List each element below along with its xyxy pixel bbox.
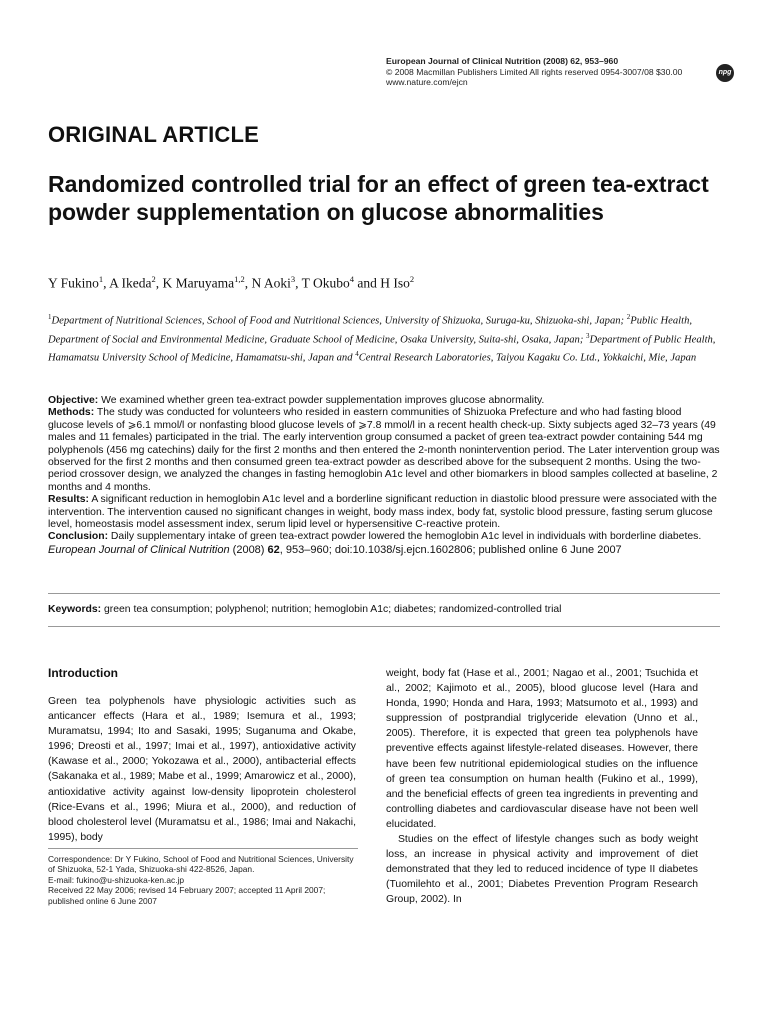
abstract-methods: Methods: The study was conducted for volunteers who resided in eastern communities of Shizuoka Prefecture and who had fasting blood glucose levels of ⩾6.1 mmol/l or nonfasting blood glucose levels of ⩾7.8 mmol/l in a recent health check-up. Sixty subjects aged 32–73 years (49 males and 11 females) participated in the trial. The early intervention group consumed a packet of green tea-extract powder containing 544 mg polyphenols (456 mg catechins) daily for the first 2 months and then entered the 2-month nonintervention period. The Later intervention group was observed for the first 2 months and then consumed green tea-extract powder as described above for the subsequent 2 months. Using the two-period crossover design, we analyzed the changes in fasting hemoglobin A1c level and other biomarkers in blood samples collected at baseline, 2 months and 4 months. [48,407,720,493]
divider [48,593,720,594]
author: A Ikeda [109,275,152,291]
intro-right-column [386,666,698,908]
article-title: Randomized controlled trial for an effect of green tea-extract powder supplementation on glucose abnormalities [48,171,709,225]
intro-paragraph: Studies on the effect of lifestyle changes such as body weight loss, an increase in physical activity and improvement of diet demonstrated that they led to reduced incidence of type II diabetes (Tuomilehto et al., 2001; Diabetes Prevention Program Research Group, 2002). In [386,834,698,906]
intro-paragraph: Green tea polyphenols have physiologic activities such as anticancer effects (Hara et al., 1989; Isemura et al., 1993; Muramatsu, 1994; Ito and Sasaki, 1995; Suganuma and Okabe, 1996; Dreosti et al., 1997; Imai et al., 1997), antioxidative activity (Kawase et al., 2000; Yokozawa et al., 2000), antibacterial effects (Sakanaka et al., 1989; Mabe et al., 1999; Amarowicz et al., 2000), antioxidative activity against low-density lipoprotein cholesterol (Rice-Evans et al., 1996; Miura et al., 2000), and reduction of blood cholesterol level (Muramatsu et al., 1986; Imai and Nakachi, 1995), body [48,696,356,843]
author: K Maruyama [162,275,235,291]
intro-left-column [48,694,356,845]
author: T Okubo [301,275,350,291]
abstract-objective: Objective: We examined whether green tea-extract powder supplementation improves glucose abnormality. [48,395,545,406]
journal-citation: European Journal of Clinical Nutrition (2008) 62, 953–960 [386,56,619,66]
author: H Iso [380,275,410,291]
abstract-results: Results: A significant reduction in hemoglobin A1c level and a borderline significant reduction in diastolic blood pressure were associated with the intervention. The intervention caused no significant changes in weight, body mass index, body fat, systolic blood pressure, fasting serum glucose level, homeostasis model assessment index, serum lipid level or hypersensitive C-reactive protein. [48,494,717,531]
abstract [48,395,720,556]
keywords: Keywords: green tea consumption; polyphenol; nutrition; hemoglobin A1c; diabetes; randomized-controlled trial [48,604,562,615]
intro-paragraph: weight, body fat (Hase et al., 2001; Nagao et al., 2001; Tsuchida et al., 2002; Kajimoto et al., 2005), blood glucose level (Hara and Honda, 1990; Honda and Hara, 1993; Matsumoto et al., 1993) and suppression of postprandial triglyceride elevation (Unno et al., 2005). Therefore, it is expected that green tea polyphenols have preventive effects against lifestyle-related diseases. However, there have been few nutritional epidemiological studies on the influence of green tea consumption on human health (Fukino et al., 1999), and the beneficial effects of green tea ingredients in preventing and controlling diabetes and cardiovascular disease have not been well elucidated. [386,668,698,830]
email[interactable]: E-mail: fukino@u-shizuoka-ken.ac.jp [48,874,185,885]
affiliations: $^1$Department of Nutritional Sciences, School of Food and Nutritional Sciences, University of Shizuoka, Suruga-ku, Shizuoka-shi, Japan; $^2$Public Health, Department of Social and Environmental Medicine, Graduate School of Medicine, Osaka University, Suita-shi, Osaka, Japan; $^3$Department of Public Health, Hamamatsu University School of Medicine, Hamamatsu-shi, Japan and $^4$Central Research Laboratories, Taiyou Kagaku Co. Ltd., Yokkaichi, Mie, Japan [48,313,716,364]
divider [48,626,720,627]
journal-url[interactable]: www.nature.com/ejcn [386,77,468,88]
author: Y Fukino [48,275,99,291]
npg-logo: npg [716,64,734,82]
section-label: ORIGINAL ARTICLE [48,122,259,147]
author: N Aoki [251,275,291,291]
author-list: Y Fukino$^1$, A Ikeda$^2$, K Maruyama$^{1,2}$, N Aoki$^3$, T Okubo$^4$ and H Iso$^2$ [48,274,415,291]
copyright-line: © 2008 Macmillan Publishers Limited All rights reserved 0954-3007/08 $30.00 [386,66,683,77]
introduction-heading: Introduction [48,666,118,680]
citation-line: European Journal of Clinical Nutrition (2008) 62, 953–960; doi:10.1038/sj.ejcn.1602806; published online 6 June 2007 [48,543,622,556]
footnote-divider [48,848,358,849]
abstract-conclusion: Conclusion: Daily supplementary intake of green tea-extract powder lowered the hemoglobin A1c level in individuals with borderline diabetes. [48,531,702,543]
correspondence-note: Correspondence: Dr Y Fukino, School of Food and Nutritional Sciences, University of Shizuoka, 52-1 Yada, Shizuoka-shi 422-8526, Japan. E-mail: fukino@u-shizuoka-ken.ac.jp Received 22 May 2006; revised 14 February 2007; accepted 11 April 2007; published online 6 June 2007 [48,854,358,906]
journal-header [386,56,682,88]
